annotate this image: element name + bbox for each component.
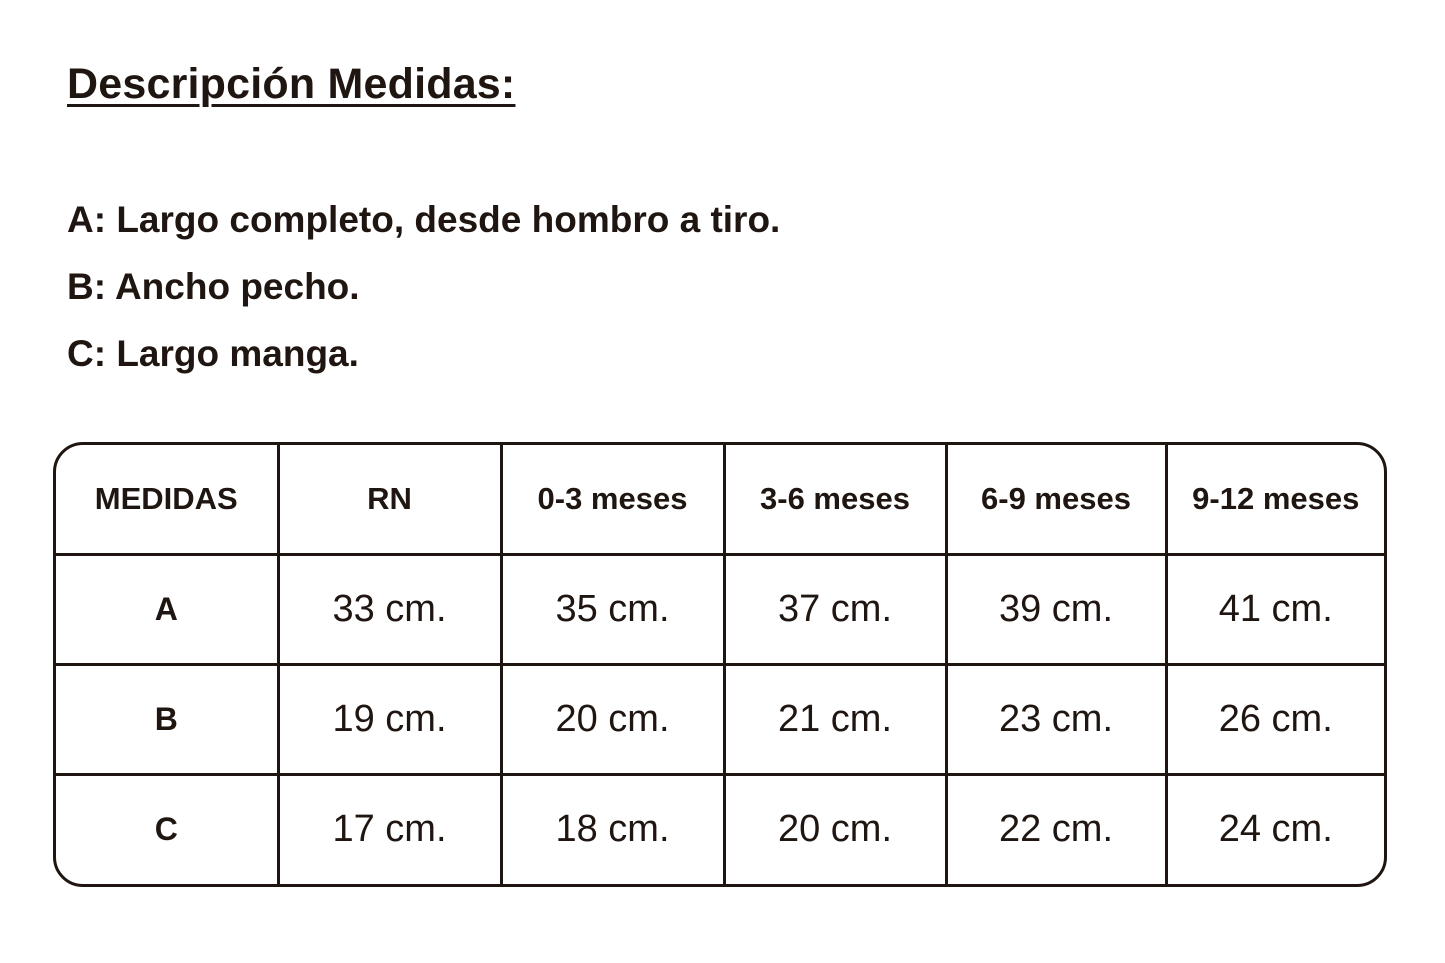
table-cell: 23 cm. xyxy=(946,665,1166,775)
table-cell: 33 cm. xyxy=(278,555,501,665)
table-cell: 19 cm. xyxy=(278,665,501,775)
table-cell: 17 cm. xyxy=(278,774,501,884)
table-header-row xyxy=(56,445,1384,555)
header-9-12-meses: 9-12 meses xyxy=(1166,445,1384,555)
row-label-c: C xyxy=(56,774,278,884)
size-table xyxy=(53,442,1387,887)
header-rn: RN xyxy=(278,445,501,555)
table-cell: 26 cm. xyxy=(1166,665,1384,775)
header-6-9-meses: 6-9 meses xyxy=(946,445,1166,555)
description-a: A: Largo completo, desde hombro a tiro. xyxy=(67,199,781,240)
header-medidas: MEDIDAS xyxy=(56,445,278,555)
table-cell: 37 cm. xyxy=(724,555,946,665)
table-cell: 24 cm. xyxy=(1218,808,1333,851)
table-cell: 18 cm. xyxy=(501,774,724,884)
table-cell: 20 cm. xyxy=(724,774,946,884)
description-c: C: Largo manga. xyxy=(67,333,359,374)
measurements-table xyxy=(56,445,1384,884)
header-3-6-meses: 3-6 meses xyxy=(724,445,946,555)
table-cell: 20 cm. xyxy=(501,665,724,775)
row-label-b: B xyxy=(56,665,278,775)
table-cell: 21 cm. xyxy=(724,665,946,775)
table-row xyxy=(56,555,1384,665)
table-cell: 41 cm. xyxy=(1166,555,1384,665)
table-cell: 35 cm. xyxy=(501,555,724,665)
row-label-a: A xyxy=(56,555,278,665)
table-row xyxy=(56,665,1384,775)
table-cell: 22 cm. xyxy=(946,774,1166,884)
page-title: Descripción Medidas: xyxy=(67,60,516,108)
table-row xyxy=(56,774,1384,884)
description-b: B: Ancho pecho. xyxy=(67,266,360,307)
header-0-3-meses: 0-3 meses xyxy=(501,445,724,555)
table-cell: 39 cm. xyxy=(946,555,1166,665)
